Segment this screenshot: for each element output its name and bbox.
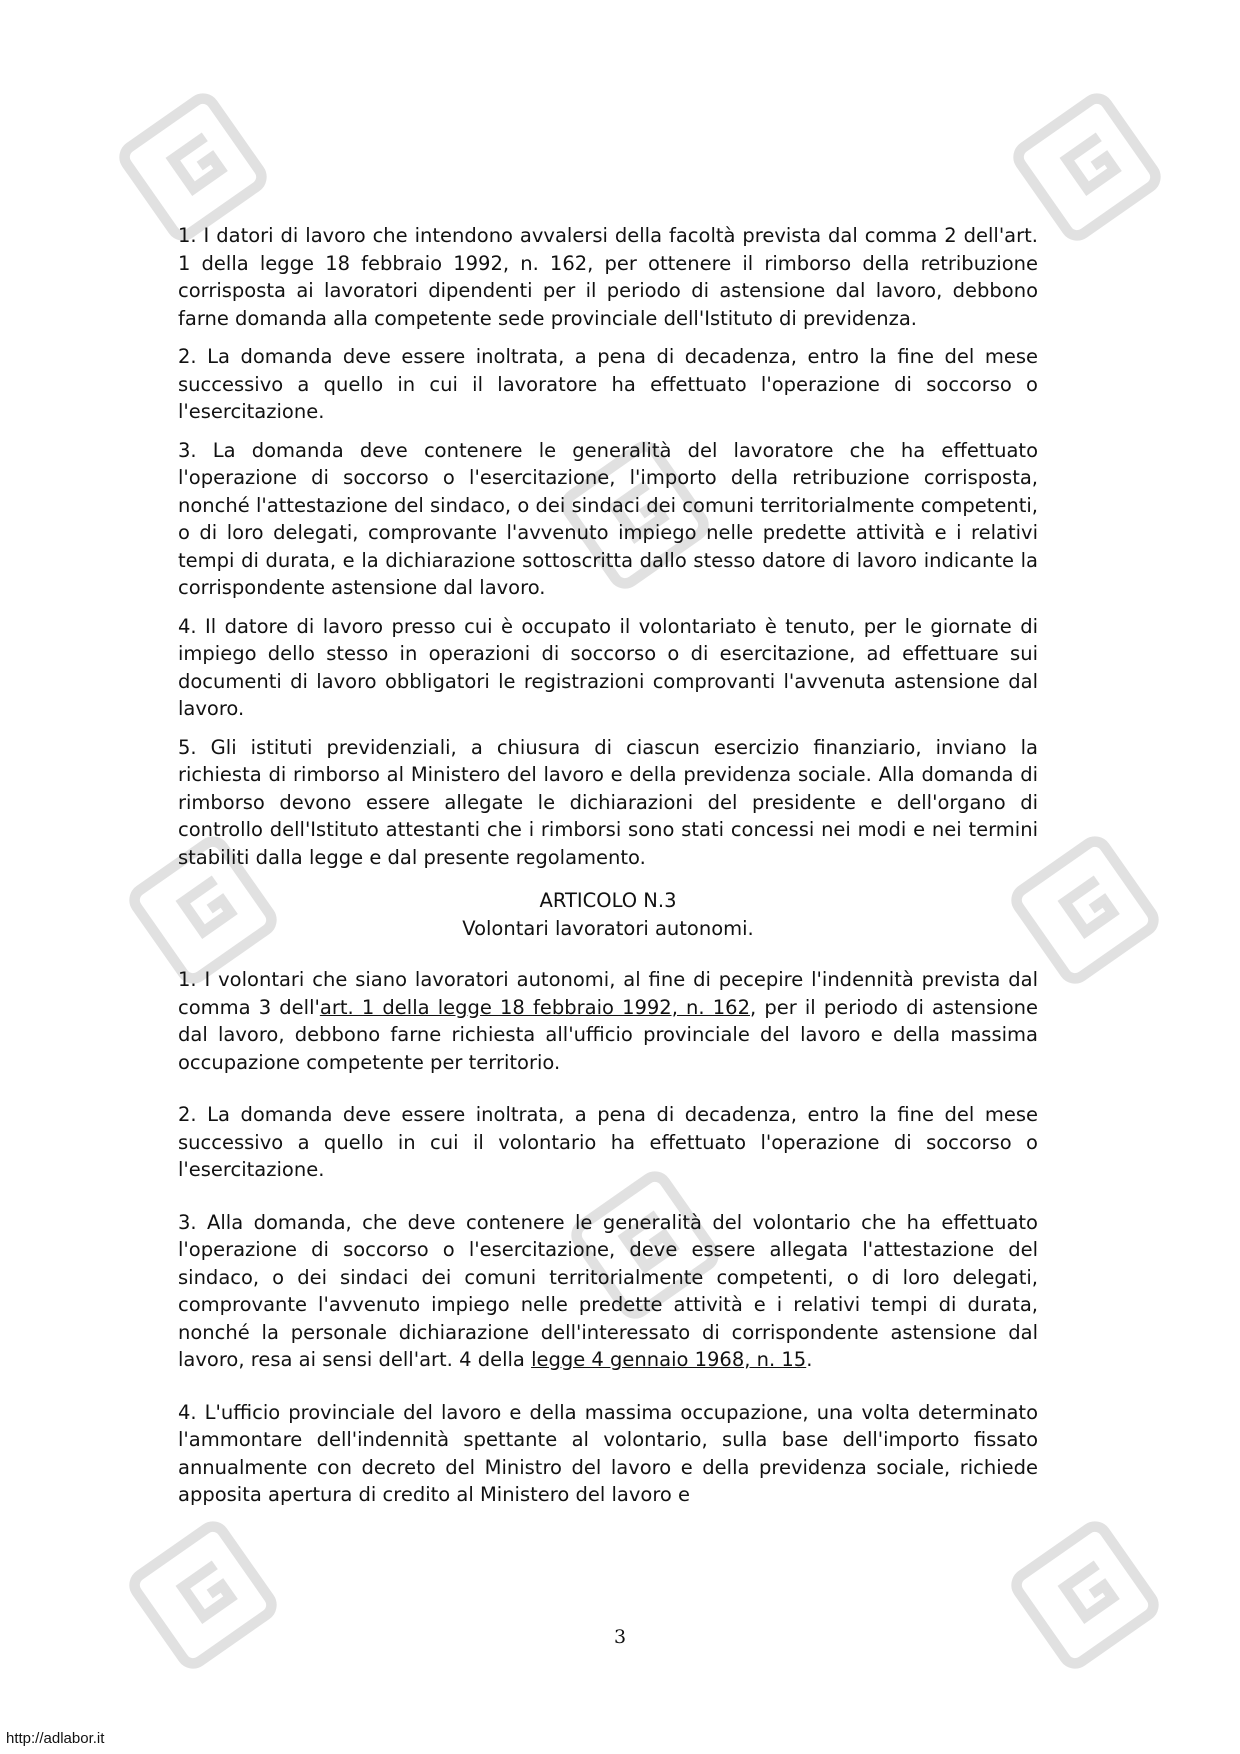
paragraph-text: . [806,1348,813,1371]
paragraph-text: 1. I volontari che siano lavoratori autonomi, al fine di pecepire l'indennità prevista dal comma 3 dell' [178,968,1038,1019]
paragraph-text: 3. Alla domanda, che deve contenere le generalità del volontario che ha effettuato l'operazione di soccorso o l'esercitazione, deve essere allegata l'attestazione del sindaco, o dei sindaci dei comuni territorialmente competenti, o di loro delegati, comprovante l'avvenuto impiego nelle predette attività e i relativi tempi di durata, nonché la personale dichiarazione dell'interessato di corrispondente astensione dal lavoro, resa ai sensi dell'art. 4 della [178,1210,1038,1371]
paragraph [178,1209,1038,1374]
watermark-logo-icon [1012,92,1162,242]
paragraph: 4. Il datore di lavoro presso cui è occupato il volontariato è tenuto, per le giornate di impiego dello stesso in operazioni di soccorso o di esercitazione, ad effettuare sui documenti di lavoro obbligatori le registrazioni comprovanti l'avvenuta astensione dal lavoro. [178,614,1038,720]
paragraph: 4. L'ufficio provinciale del lavoro e della massima occupazione, una volta determinato l'ammontare dell'indennità spettante al volontario, sulla base dell'importo fissato annualmente con decreto del Ministro del lavoro e della previdenza sociale, richiede apposita apertura di credito al Ministero del lavoro e [178,1400,1038,1506]
footer-url[interactable]: http://adlabor.it [6,1730,105,1747]
paragraph: 2. La domanda deve essere inoltrata, a pena di decadenza, entro la fine del mese successivo a quello in cui il volontario ha effettuato l'operazione di soccorso o l'esercitazione. [178,1103,1038,1181]
article-subtitle: Volontari lavoratori autonomi. [462,916,754,940]
paragraph [178,966,1038,1076]
paragraph: 3. La domanda deve contenere le generalità del lavoratore che ha effettuato l'operazione di soccorso o l'esercitazione, l'importo della retribuzione corrisposta, nonché l'attestazione del sindaco, o dei sindaci dei comuni territorialmente competenti, o di loro delegati, comprovante l'avvenuto impiego nelle predette attività e i relativi tempi di durata, e la dichiarazione sottoscritta dallo stesso datore di lavoro indicante la corrispondente astensione dal lavoro. [178,438,1038,599]
article-heading [178,887,1038,942]
law-reference-link[interactable]: legge 4 gennaio 1968, n. 15 [531,1348,807,1371]
law-reference-link[interactable]: art. 1 della legge 18 febbraio 1992, n. 162 [319,995,750,1019]
watermark-logo-icon [118,92,268,242]
paragraph: 5. Gli istituti previdenziali, a chiusura di ciascun esercizio finanziario, inviano la richiesta di rimborso al Ministero del lavoro e della previdenza sociale. Alla domanda di rimborso devono essere allegate le dichiarazioni del presidente e dell'organo di controllo dell'Istituto attestanti che i rimborsi sono stati concessi nei modi e nei termini stabiliti dalla legge e dal presente regolamento. [178,735,1038,869]
article-title: ARTICOLO N.3 [539,889,677,912]
document-body [178,222,1038,1534]
page-number: 3 [613,1626,627,1648]
paragraph: 2. La domanda deve essere inoltrata, a pena di decadenza, entro la fine del mese successivo a quello in cui il lavoratore ha effettuato l'operazione di soccorso o l'esercitazione. [178,345,1038,423]
article-3-section [178,966,1038,1509]
paragraph: 1. I datori di lavoro che intendono avvalersi della facoltà prevista dal comma 2 dell'art. 1 della legge 18 febbraio 1992, n. 162, per ottenere il rimborso della retribuzione corrisposta ai lavoratori dipendenti per il periodo di astensione dal lavoro, debbono farne domanda alla competente sede provinciale dell'Istituto di previdenza. [178,224,1038,330]
paragraph-text: , per il periodo di astensione dal lavoro, debbono farne richiesta all'ufficio provinciale del lavoro e della massima occupazione competente per territorio. [178,995,1038,1074]
